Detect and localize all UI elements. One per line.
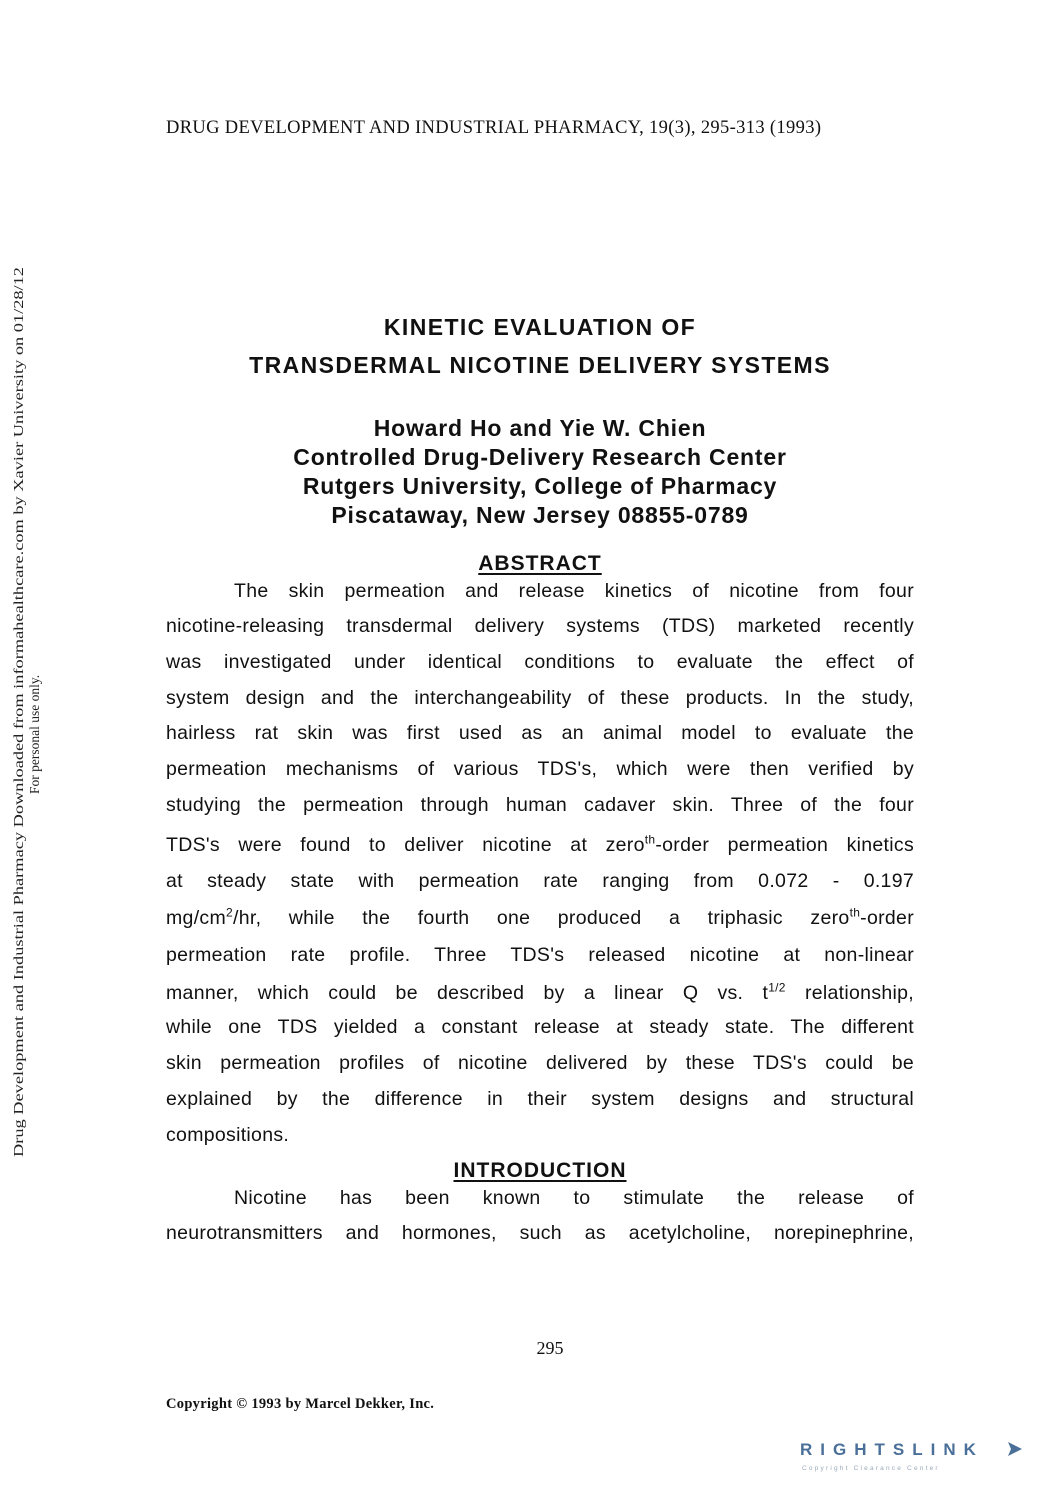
title-line-1: KINETIC EVALUATION OF — [383, 314, 697, 340]
abstract-line: nicotine-releasing transdermal delivery systems (TDS) marketed recently — [166, 615, 914, 637]
copyright-notice: Copyright © 1993 by Marcel Dekker, Inc. — [166, 1396, 435, 1412]
affiliation-center: Controlled Drug-Delivery Research Center — [293, 444, 787, 470]
introduction-line: neurotransmitters and hormones, such as acetylcholine, norepinephrine, — [166, 1222, 914, 1244]
affiliation-address: Piscataway, New Jersey 08855-0789 — [331, 502, 749, 528]
rightslink-subtitle: Copyright Clearance Center — [802, 1465, 940, 1472]
download-notice-line2: For personal use only. — [27, 674, 42, 794]
abstract-line: manner, which could be described by a linear Q vs. $t^{1/2}$ relationship, — [166, 980, 915, 1004]
download-notice-line1: Drug Development and Industrial Pharmacy Downloaded from informahealthcare.com by Xavier University on 01/28/12 — [11, 502, 26, 1157]
journal-header: DRUG DEVELOPMENT AND INDUSTRIAL PHARMACY, 19(3), 295-313 (1993) — [166, 118, 822, 138]
affiliation-university: Rutgers University, College of Pharmacy — [302, 473, 778, 499]
rightslink-wordmark: RIGHTSLINK — [800, 1440, 984, 1459]
download-notice — [6, 262, 44, 1162]
abstract-line: The skin permeation and release kinetics of nicotine from four — [234, 580, 914, 602]
abstract-line: explained by the difference in their system designs and structural — [166, 1088, 914, 1110]
abstract-line: system design and the interchangeability of these products. In the study, — [166, 687, 914, 709]
rightslink-arrow-icon — [1008, 1442, 1022, 1456]
title-line-2: TRANSDERMAL NICOTINE DELIVERY SYSTEMS — [249, 352, 831, 378]
abstract-line: hairless rat skin was first used as an animal model to evaluate the — [166, 722, 914, 744]
abstract-line: at steady state with permeation rate ranging from 0.072 - 0.197 — [166, 870, 914, 892]
abstract-line: permeation rate profile. Three TDS's released nicotine at non-linear — [166, 944, 914, 966]
abstract-line: TDS's were found to deliver nicotine at zero$^{th}$-order permeation kinetics — [166, 832, 914, 856]
abstract-line: was investigated under identical conditions to evaluate the effect of — [166, 651, 914, 673]
introduction-heading: INTRODUCTION — [453, 1159, 627, 1182]
abstract-line: permeation mechanisms of various TDS's, which were then verified by — [166, 758, 914, 780]
author-names: Howard Ho and Yie W. Chien — [373, 415, 707, 441]
abstract-line: compositions. — [166, 1124, 290, 1146]
abstract-line: studying the permeation through human cadaver skin. Three of the four — [166, 794, 914, 816]
abstract-line: while one TDS yielded a constant release at steady state. The different — [166, 1016, 914, 1038]
abstract-heading: ABSTRACT — [478, 552, 602, 575]
abstract-line: skin permeation profiles of nicotine delivered by these TDS's could be — [166, 1052, 914, 1074]
rightslink-logo[interactable] — [800, 1436, 1030, 1476]
introduction-line: Nicotine has been known to stimulate the release of — [234, 1187, 914, 1209]
page-number: 295 — [536, 1338, 564, 1358]
abstract-line: $mg/cm^2/hr$, while the fourth one produced a triphasic zero$^{th}$-order — [166, 905, 914, 929]
